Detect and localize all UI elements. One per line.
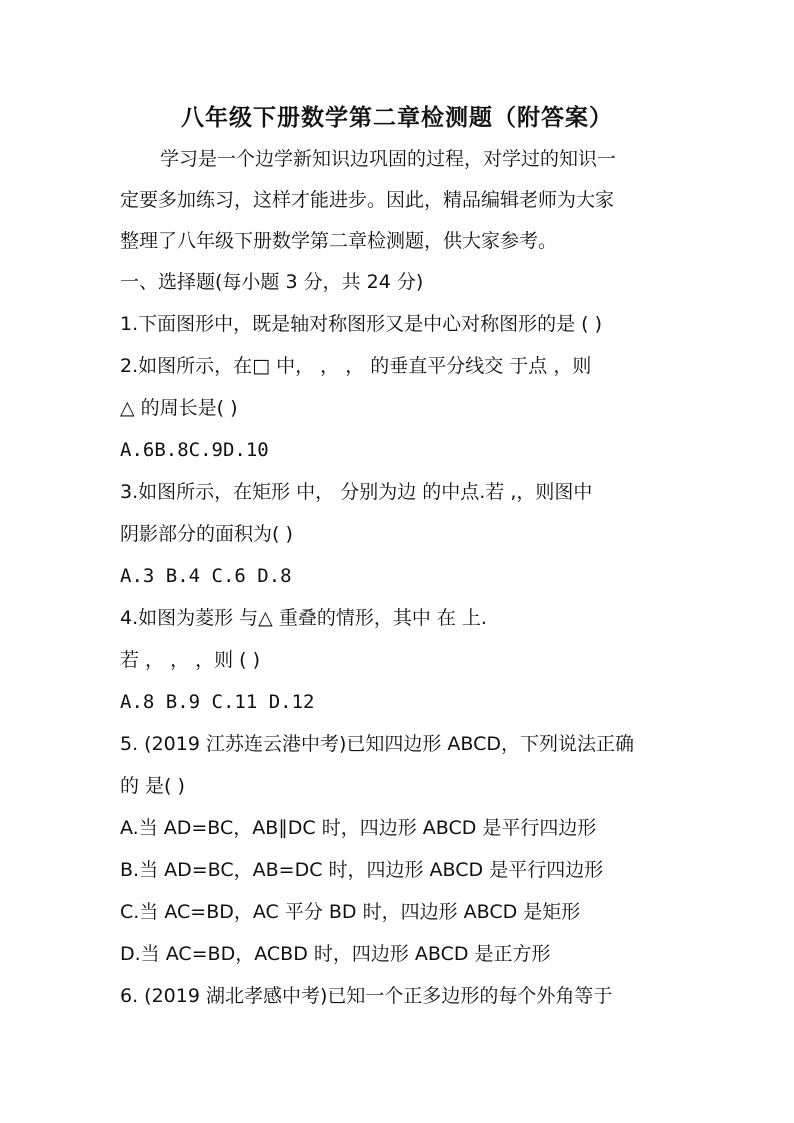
question-3-options: A.3 B.4 C.6 D.8	[120, 565, 292, 587]
question-4-options: A.8 B.9 C.11 D.12	[120, 691, 315, 713]
intro-line-2: 定要多加练习，这样才能进步。因此，精品编辑老师为大家	[120, 189, 615, 211]
question-6-line-1: 6. (2019 湖北孝感中考)已知一个正多边形的每个外角等于	[120, 985, 613, 1007]
question-5-option-c: C.当 AC=BD，AC 平分 BD 时，四边形 ABCD 是矩形	[120, 901, 581, 923]
intro-line-1: 学习是一个边学新知识边巩固的过程，对学过的知识一	[160, 148, 617, 170]
question-3-line-1: 3.如图所示，在矩形 中， 分别为边 的中点.若 ,，则图中	[120, 481, 593, 503]
question-1: 1.下面图形中，既是轴对称图形又是中心对称图形的是 ( )	[120, 313, 603, 335]
document-title: 八年级下册数学第二章检测题（附答案）	[181, 105, 613, 131]
question-2-options: A.6B.8C.9D.10	[120, 439, 269, 461]
question-5-option-d: D.当 AC=BD，ACBD 时，四边形 ABCD 是正方形	[120, 943, 551, 965]
question-2-line-1: 2.如图所示，在□ 中， ， ， 的垂直平分线交 于点 ，则	[120, 355, 592, 377]
question-5-line-2: 的 是( )	[120, 775, 185, 797]
section-heading: 一、选择题(每小题 3 分，共 24 分)	[120, 271, 424, 293]
question-5-option-a: A.当 AD=BC，AB∥DC 时，四边形 ABCD 是平行四边形	[120, 817, 597, 839]
intro-line-3: 整理了八年级下册数学第二章检测题，供大家参考。	[120, 230, 558, 252]
question-4-line-2: 若 ， ， ，则 ( )	[120, 649, 261, 671]
question-2-line-2: △ 的周长是( )	[120, 397, 238, 419]
question-3-line-2: 阴影部分的面积为( )	[120, 523, 293, 545]
question-4-line-1: 4.如图为菱形 与△ 重叠的情形，其中 在 上.	[120, 607, 487, 629]
question-5-option-b: B.当 AD=BC，AB=DC 时，四边形 ABCD 是平行四边形	[120, 859, 604, 881]
question-5-line-1: 5. (2019 江苏连云港中考)已知四边形 ABCD，下列说法正确	[120, 733, 635, 755]
